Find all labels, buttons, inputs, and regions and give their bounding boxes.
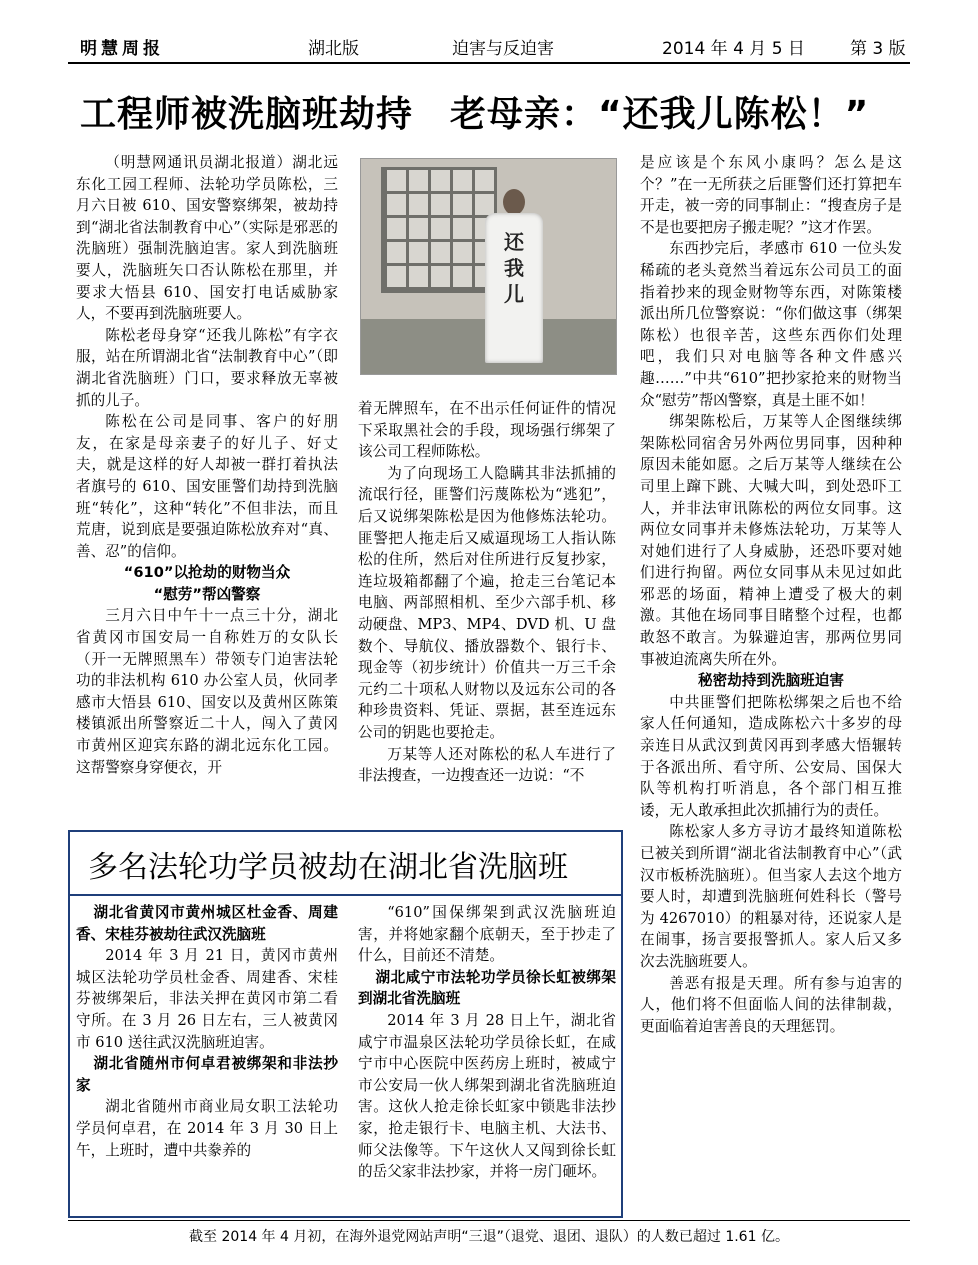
article-paragraph: 着无牌照车，在不出示任何证件的情况下采取黑社会的手段，现场强行绑架了该公司工程师陈松。	[358, 400, 616, 461]
edition-label: 湖北版	[308, 39, 359, 59]
article-subheading: 秘密劫持到洗脑班迫害	[698, 672, 844, 690]
box-column-left	[76, 902, 338, 1214]
article-subheading: “慰劳”帮凶警察	[153, 585, 261, 603]
article-paragraph: 陈松家人多方寻访才最终知道陈松已被关到所谓“湖北省法制教育中心”（武汉市板桥洗脑班）。但当家人去这个地方要人时，却遭到洗脑班何姓科长（警号为 4267010）的粗暴对待，还说家人是在闹事，扬言要报警抓人。家人后又多次去洗脑班要人。	[640, 823, 902, 970]
article-column-2	[358, 398, 616, 830]
box-title-rule	[70, 894, 621, 896]
article-subheading: “610”以抢劫的财物当众	[123, 564, 291, 582]
box-column-right	[358, 902, 616, 1214]
article-paragraph: 三月六日中午十一点三十分，湖北省黄冈市国安局一自称姓万的女队长（开一无牌照黑车）带领专门迫害法轮功的非法机构 610 办公室人员，伙同孝感市大悟县 610、国安以及黄州区陈策楼镇派出所警察近二十人，闯入了黄冈市黄州区迎宾东路的湖北远东化工园。这帮警察身穿便衣，开	[76, 607, 338, 776]
box-subheading: 湖北省黄冈市黄州城区杜金香、周建香、宋桂芬被劫往武汉洗脑班	[76, 904, 338, 943]
coat-text: 还我儿	[504, 230, 524, 306]
page-number: 第 3 版	[850, 39, 906, 59]
paper-name: 明慧周报	[80, 39, 164, 59]
article-paragraph: 绑架陈松后，万某等人企图继续绑架陈松同宿舍另外两位男同事，因种种原因未能如愿。之后万某等人继续在公司里上蹿下跳、大喊大叫，到处恐吓工人，并非法审讯陈松的两位女同事。这两位女同事并未修炼法轮功，万某等人对她们进行了人身威胁，还恐吓要对她们进行拘留。两位女同事从未见过如此邪恶的场面，精神上遭受了极大的刺激。其他在场同事目睹整个过程，也都敢怒不敢言。为躲避迫害，那两位男同事被迫流离失所在外。	[640, 413, 902, 668]
article-photo	[360, 158, 617, 375]
article-paragraph: 万某等人还对陈松的私人车进行了非法搜查，一边搜查还一边说：“不	[358, 745, 616, 785]
article-paragraph: （明慧网通讯员湖北报道）湖北远东化工园工程师、法轮功学员陈松，三月六日被 610、国安警察绑架，被劫持到“湖北省法制教育中心”（实际是邪恶的洗脑班）强制洗脑迫害。家人到洗脑班要人，洗脑班矢口否认陈松在那里，并要求大悟县 610、国安打电话威胁家人，不要再到洗脑班要人。	[76, 154, 338, 323]
box-paragraph: 2014 年 3 月 28 日上午，湖北省咸宁市温泉区法轮功学员徐长虹，在咸宁市中心医院中医药房上班时，被咸宁市公安局一伙人绑架到湖北省洗脑班迫害。这伙人抢走徐长虹家中锁匙非法抄家，抢走银行卡、电脑主机、大法书、师父法像等。下午这伙人又闯到徐长虹的岳父家非法抄家，并将一房门砸坏。	[358, 1011, 616, 1181]
mother-figure	[479, 189, 549, 364]
article-headline: 工程师被洗脑班劫持 老母亲：“还我儿陈松！”	[80, 94, 870, 135]
box-paragraph: 2014 年 3 月 21 日，黄冈市黄州城区法轮功学员杜金香、周建香、宋桂芬被绑架后，非法关押在黄冈市第二看守所。在 3 月 26 日左右，三人被黄冈市 610 送往武汉洗脑班迫害。	[76, 947, 338, 1051]
footer-rule	[68, 1220, 910, 1221]
article-paragraph: 为了向现场工人隐瞒其非法抓捕的流氓行径，匪警们污蔑陈松为“逃犯”，后又说绑架陈松是因为他修炼法轮功。匪警把人拖走后又威逼现场工人指认陈松的住所，然后对住所进行反复抄家，连垃圾箱都翻了个遍，抢走三台笔记本电脑、两部照相机、至少六部手机、移动硬盘、MP3、MP4、DVD 机、U 盘数个、导航仪、播放器数个、银行卡、现金等（初步统计）价值共一万三千余元约二十项私人财物以及远东公司的各种珍贵资料、凭证、票据，甚至连远东公司的钥匙也要抢走。	[358, 464, 616, 741]
article-paragraph: 陈松老母身穿“还我儿陈松”有字衣服，站在所谓湖北省“法制教育中心”（即湖北省洗脑班）门口，要求释放无辜被抓的儿子。	[76, 326, 338, 409]
box-headline: 多名法轮功学员被劫在湖北省洗脑班	[88, 850, 568, 885]
section-label: 迫害与反迫害	[452, 39, 554, 59]
header-rule	[68, 62, 910, 64]
issue-date: 2014 年 4 月 5 日	[662, 39, 805, 59]
box-subheading: 湖北咸宁市法轮功学员徐长虹被绑架到湖北省洗脑班	[358, 968, 616, 1008]
article-paragraph: 中共匪警们把陈松绑架之后也不给家人任何通知，造成陈松六十多岁的母亲连日从武汉到黄冈再到孝感大悟辗转于各派出所、看守所、公安局、国保大队等机构打听消息，各个部门相互推诿，无人敢承担此次抓捕行为的责任。	[640, 693, 902, 819]
footer-notice: 截至 2014 年 4 月初，在海外退党网站声明“三退”（退党、退团、退队）的人数已超过 1.61 亿。	[189, 1229, 789, 1245]
article-column-3	[640, 152, 902, 1214]
article-paragraph: 善恶有报是天理。所有参与迫害的人，他们将不但面临人间的法律制裁，更面临着迫害善良的天理惩罚。	[640, 974, 902, 1035]
box-subheading: 湖北省随州市何卓君被绑架和非法抄家	[76, 1055, 338, 1094]
article-column-1	[76, 152, 338, 830]
article-paragraph: 是应该是个东风小康吗？怎么是这个？”在一无所获之后匪警们还打算把车开走，被一旁的同事制止：“搜查房子是不是也要把房子搬走呢？”这才作罢。	[640, 154, 902, 236]
box-paragraph: 湖北省随州市商业局女职工法轮功学员何卓君，在 2014 年 3 月 30 日上午，上班时，遭中共豢养的	[76, 1098, 338, 1159]
article-paragraph: 陈松在公司是同事、客户的好朋友，在家是母亲妻子的好儿子、好丈夫，就是这样的好人却被一群打着执法者旗号的 610、国安匪警们劫持到洗脑班“转化”，这种“转化”不但非法，而且荒唐，说到底是要强迫陈松放弃对“真、善、忍”的信仰。	[76, 413, 338, 560]
article-paragraph: 东西抄完后，孝感市 610 一位头发稀疏的老头竟然当着远东公司员工的面指着抄来的现金财物等东西，对陈策楼派出所几位警察说：“你们做这事（绑架陈松）也很辛苦，这些东西你们处理吧，我们只对电脑等各种文件感兴趣……”中共“610”把抄家抢来的财物当众“慰劳”帮凶警察，真是土匪不如！	[640, 240, 902, 409]
box-paragraph: “610”国保绑架到武汉洗脑班迫害，并将她家翻个底朝天，至于抄走了什么，目前还不清楚。	[358, 904, 616, 965]
